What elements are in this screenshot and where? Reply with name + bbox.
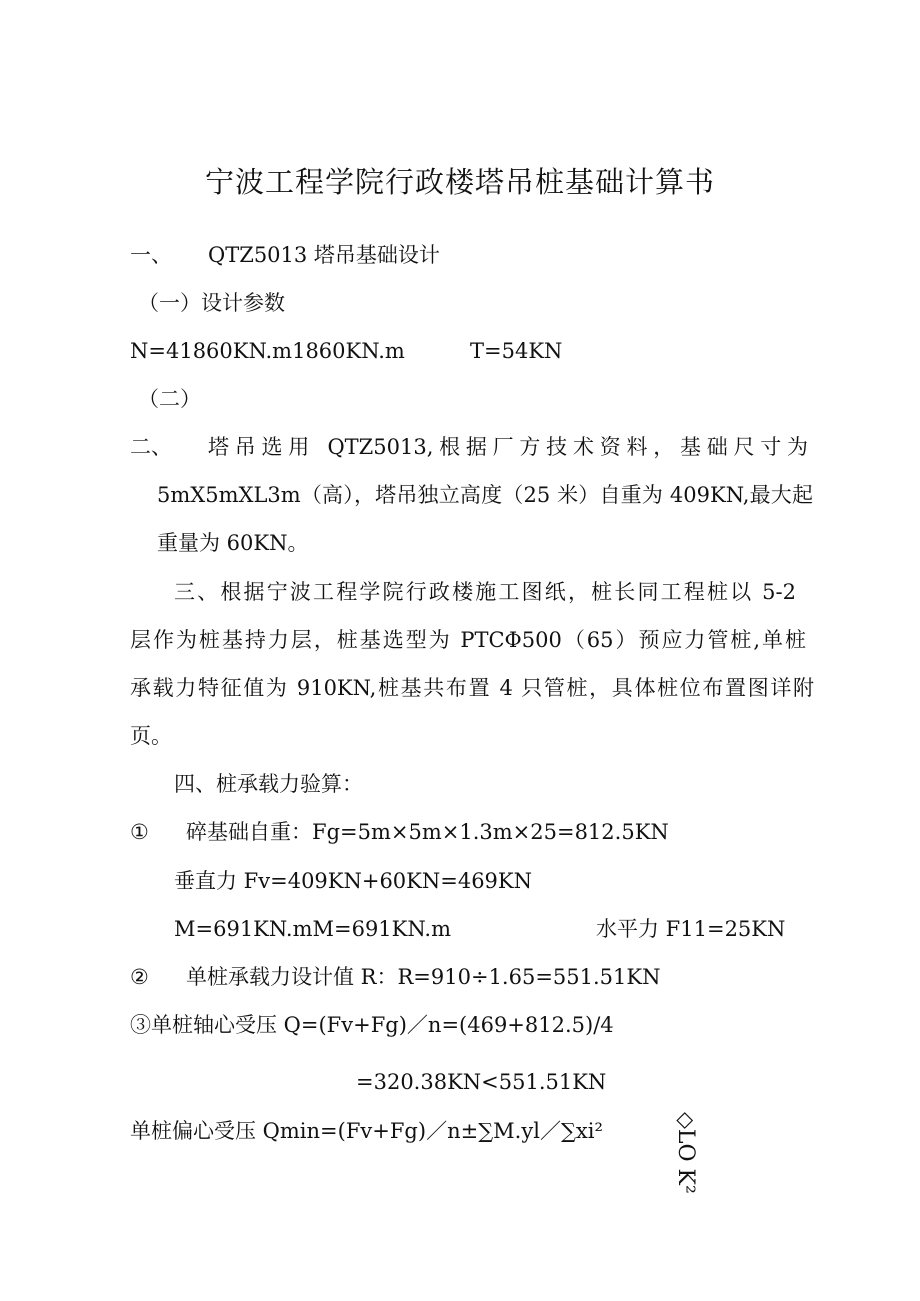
document-title: 宁波工程学院行政楼塔吊桩基础计算书 <box>204 165 715 199</box>
section-1-text: QTZ5013 塔吊基础设计 <box>208 243 440 267</box>
item-3-result: =320.38KN<551.51KN <box>356 1070 607 1094</box>
section-3-line-2: 层作为桩基持力层，桩基选型为 PTCΦ500（65）预应力管桩,单桩 <box>130 628 806 652</box>
item-2-marker: ② <box>130 965 149 989</box>
item-2-text: 单桩承载力设计值 R：R=910÷1.65=551.51KN <box>186 965 661 989</box>
section-1-number: 一、 <box>130 243 172 267</box>
rotated-glyphs: ◇LO K² <box>673 1112 698 1194</box>
item-1-text: 碎基础自重：Fg=5m×5m×1.3m×25=812.5KN <box>186 820 669 844</box>
item-1-marker: ① <box>130 820 149 844</box>
moment: M=691KN.mM=691KN.m <box>174 917 451 941</box>
eccentric-compression: 单桩偏心受压 Qmin=(Fv+Fg)／n±∑M.yl／∑xi² <box>130 1119 603 1143</box>
subsection-2: （二） <box>138 387 201 411</box>
section-2-line-3: 重量为 60KN。 <box>157 531 309 555</box>
vertical-force: 垂直力 Fv=409KN+60KN=469KN <box>174 869 532 893</box>
section-3-line-3: 承载力特征值为 910KN,桩基共布置 4 只管桩，具体桩位布置图详附 <box>130 676 814 700</box>
subsection-1: （一）设计参数 <box>138 291 285 315</box>
param-n: N=41860KN.m1860KN.m <box>130 339 405 363</box>
item-3-text: ③单桩轴心受压 Q=(Fv+Fg)／n=(469+812.5)/4 <box>130 1013 614 1037</box>
param-t: T=54KN <box>470 339 563 363</box>
section-2-line-2: 5mX5mXL3m（高），塔吊独立高度（25 米）自重为 409KN,最大起 <box>157 483 813 507</box>
section-4-heading: 四、桩承载力验算： <box>174 772 363 796</box>
section-3-line-4: 页。 <box>130 724 172 748</box>
section-3-line-1: 三、根据宁波工程学院行政楼施工图纸，桩长同工程桩以 5-2 <box>174 580 796 604</box>
section-2-number: 二、 <box>130 435 172 459</box>
horizontal-force: 水平力 F11=25KN <box>596 917 786 941</box>
section-2-line-1: 塔吊选用 QTZ5013,根据厂方技术资料，基础尺寸为 <box>208 435 808 459</box>
